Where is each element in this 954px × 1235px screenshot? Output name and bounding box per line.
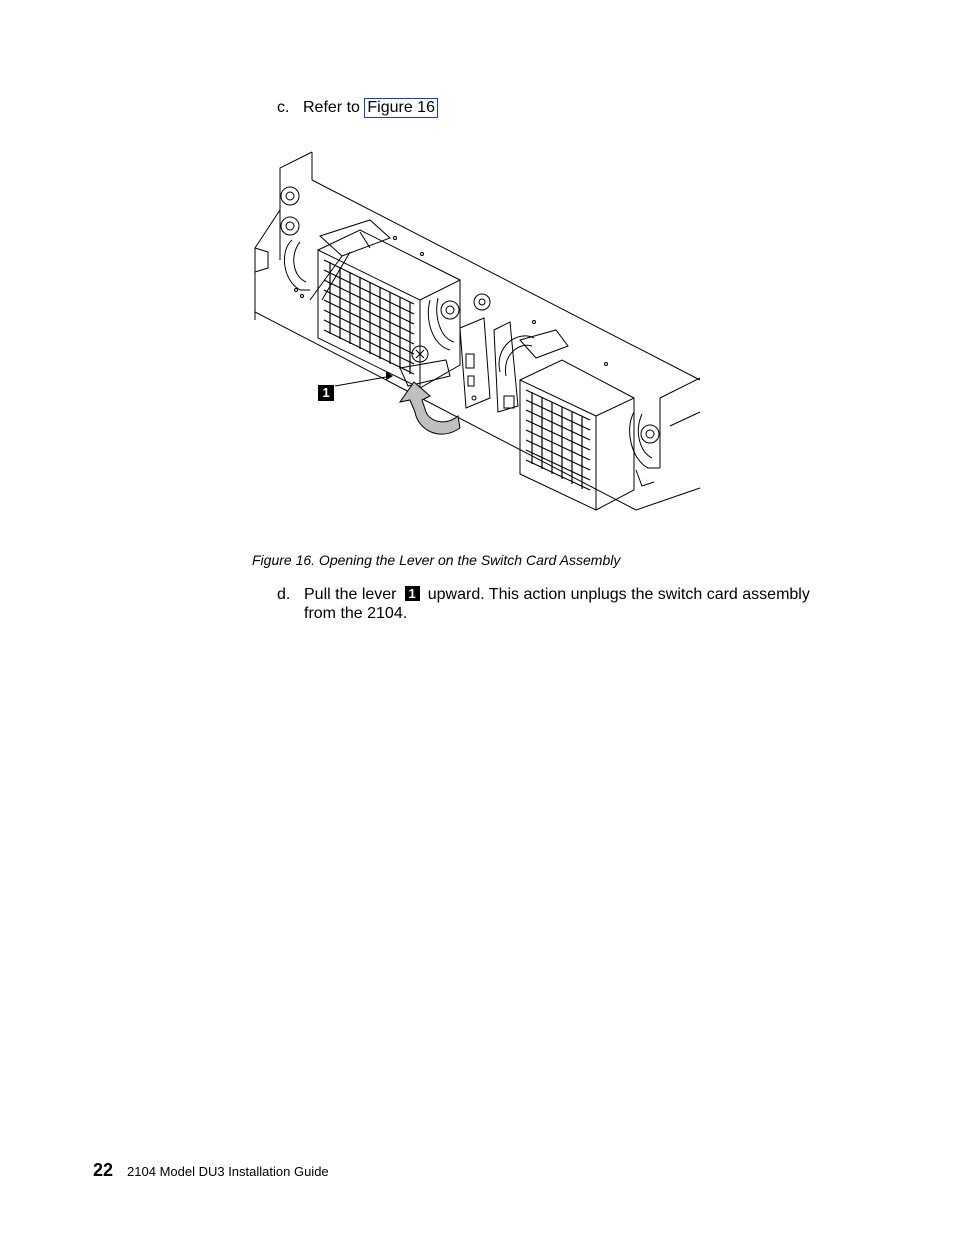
figure-caption-text: . Opening the Lever on the Switch Card Assembly bbox=[311, 552, 621, 568]
step-c-letter: c. bbox=[277, 99, 290, 116]
figure-callout-1: 1 bbox=[318, 385, 334, 401]
document-title: 2104 Model DU3 Installation Guide bbox=[127, 1164, 329, 1179]
step-c-text: Refer to bbox=[303, 99, 360, 116]
step-d-body bbox=[304, 585, 816, 623]
step-d-letter: d. bbox=[277, 586, 291, 603]
figure-16-illustration bbox=[250, 150, 702, 542]
step-c bbox=[277, 98, 438, 118]
figure-caption-prefix: Figure 16 bbox=[252, 552, 312, 568]
page-number: 22 bbox=[93, 1160, 114, 1180]
step-d bbox=[277, 585, 817, 622]
figure-16-link[interactable]: Figure 16 bbox=[364, 98, 438, 118]
figure-caption bbox=[252, 552, 620, 569]
inline-callout-1: 1 bbox=[405, 586, 420, 601]
step-d-text-before: Pull the lever bbox=[304, 586, 397, 603]
page-footer bbox=[93, 1160, 329, 1181]
step-d-text-after: upward. This action unplugs the switch card assembly from the 2104. bbox=[304, 586, 810, 622]
switch-card-assembly-drawing bbox=[250, 150, 702, 542]
